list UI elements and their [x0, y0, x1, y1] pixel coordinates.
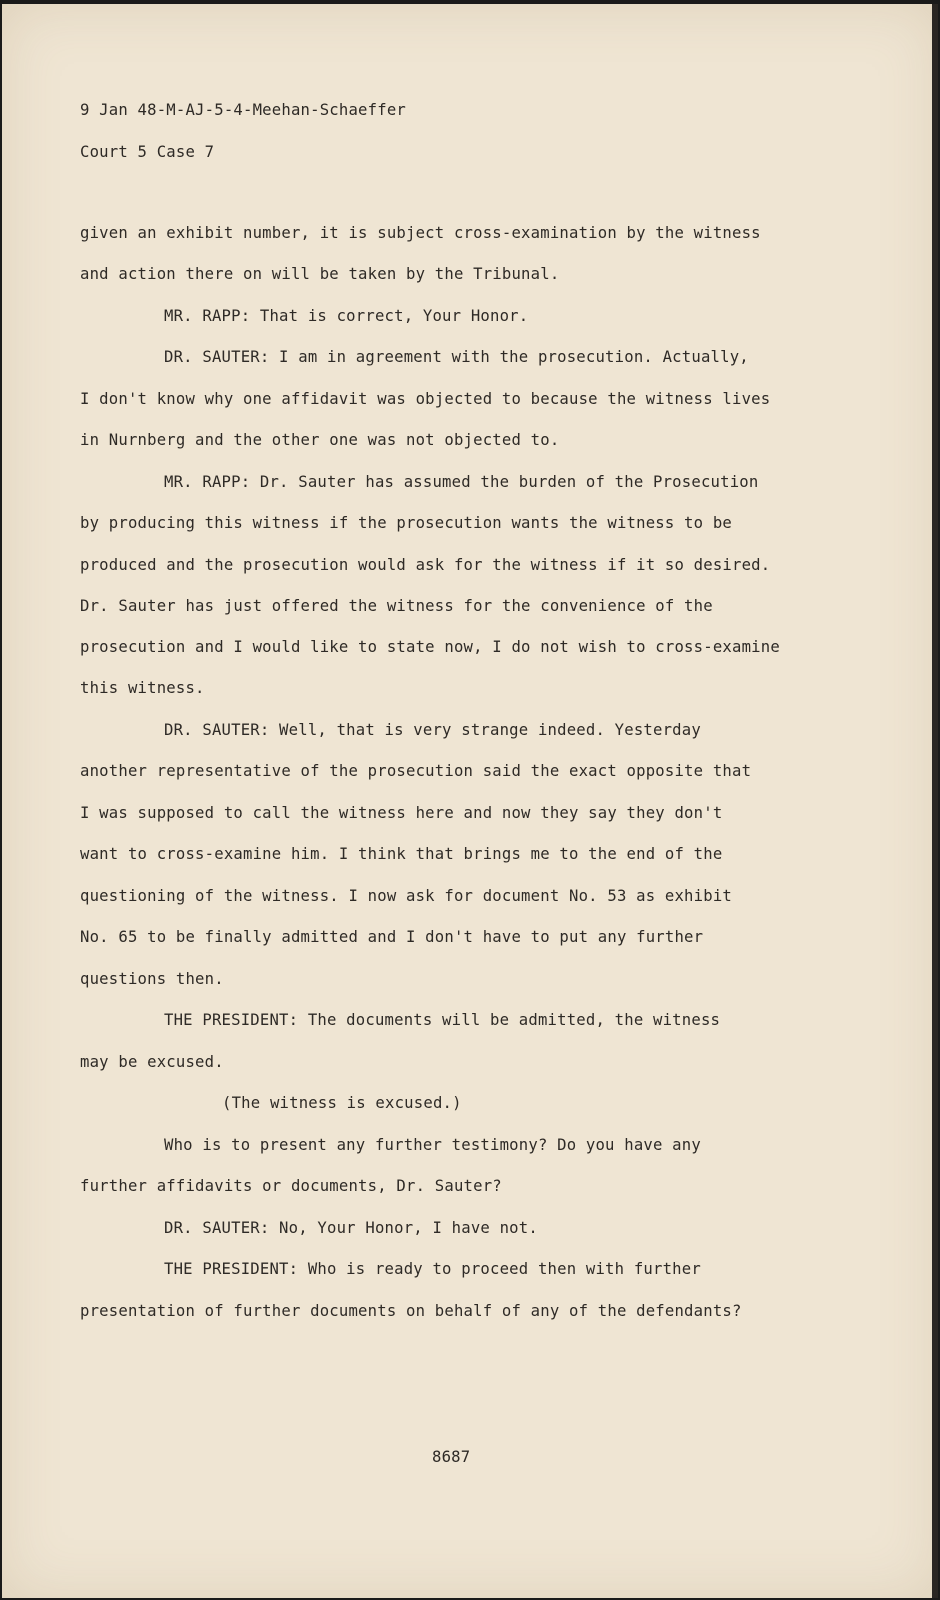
transcript-text	[2, 4, 938, 1598]
text-line: Dr. Sauter has just offered the witness for the convenience of the	[80, 597, 713, 615]
text-line: questioning of the witness. I now ask for document No. 53 as exhibit	[80, 887, 732, 905]
text-line: DR. SAUTER: Well, that is very strange indeed. Yesterday	[164, 721, 701, 739]
text-line: MR. RAPP: Dr. Sauter has assumed the burden of the Prosecution	[164, 473, 759, 491]
text-line: in Nurnberg and the other one was not objected to.	[80, 431, 560, 449]
text-line: produced and the prosecution would ask for the witness if it so desired.	[80, 556, 771, 574]
text-line: further affidavits or documents, Dr. Sauter?	[80, 1177, 502, 1195]
text-line: presentation of further documents on behalf of any of the defendants?	[80, 1302, 742, 1320]
text-line: DR. SAUTER: I am in agreement with the prosecution. Actually,	[164, 348, 749, 366]
text-line: (The witness is excused.)	[222, 1094, 462, 1112]
document-page	[2, 4, 938, 1598]
text-line: MR. RAPP: That is correct, Your Honor.	[164, 307, 529, 325]
scan-edge	[932, 4, 938, 1598]
text-line: THE PRESIDENT: The documents will be admitted, the witness	[164, 1011, 721, 1029]
text-line: prosecution and I would like to state now, I do not wish to cross-examine	[80, 638, 780, 656]
text-line: THE PRESIDENT: Who is ready to proceed then with further	[164, 1260, 701, 1278]
text-line: another representative of the prosecution said the exact opposite that	[80, 762, 752, 780]
text-line: DR. SAUTER: No, Your Honor, I have not.	[164, 1219, 538, 1237]
text-line: I don't know why one affidavit was objected to because the witness lives	[80, 390, 771, 408]
text-line: given an exhibit number, it is subject cross-examination by the witness	[80, 224, 761, 242]
text-line: Who is to present any further testimony? Do you have any	[164, 1136, 701, 1154]
header-court: Court 5 Case 7	[80, 143, 215, 161]
page-number: 8687	[432, 1448, 471, 1466]
text-line: by producing this witness if the prosecution wants the witness to be	[80, 514, 732, 532]
text-line: want to cross-examine him. I think that brings me to the end of the	[80, 845, 723, 863]
text-line: and action there on will be taken by the Tribunal.	[80, 265, 560, 283]
text-line: questions then.	[80, 970, 224, 988]
header-reference: 9 Jan 48-M-AJ-5-4-Meehan-Schaeffer	[80, 101, 406, 119]
text-line: No. 65 to be finally admitted and I don't have to put any further	[80, 928, 704, 946]
text-line: this witness.	[80, 679, 205, 697]
text-line: I was supposed to call the witness here and now they say they don't	[80, 804, 723, 822]
text-line: may be excused.	[80, 1053, 224, 1071]
